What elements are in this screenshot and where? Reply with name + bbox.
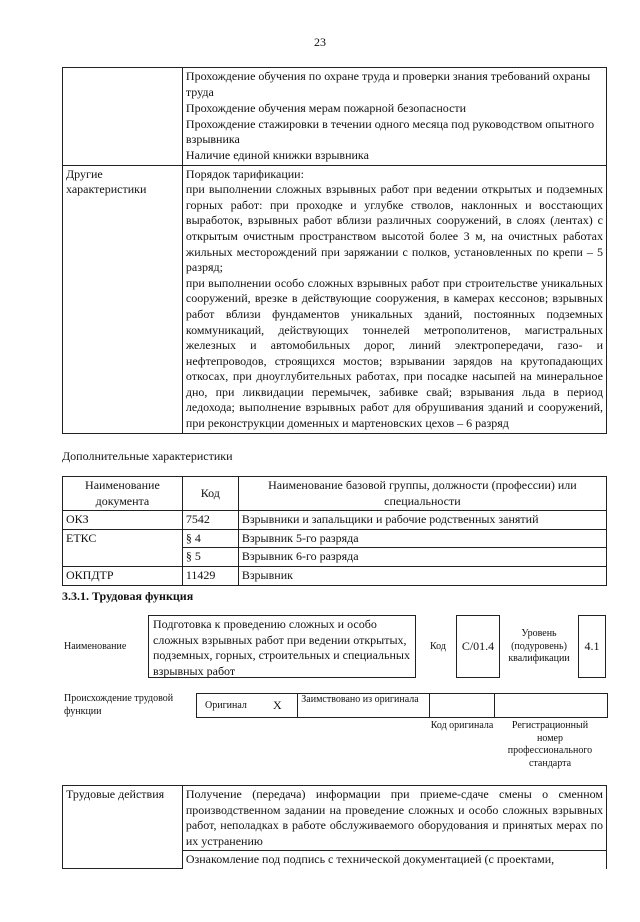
function-name-box: Подготовка к проведению сложных и особо сложных взрывных работ при ведении открытых, подземных, горных, строительных и специальных взрывных работ	[148, 615, 416, 678]
origin-label: Происхождение трудовой функции	[64, 693, 174, 717]
column-header: Наименование документа	[63, 477, 183, 511]
table-row	[63, 566, 607, 585]
table-cell: § 4	[182, 529, 238, 548]
action-item: Получение (передача) информации при приеме-сдаче смены о сменном производственном задании на проведение сложных и особо сложных взрывных работ, неполадках в работе обслуживаемого оборудования и принятых мерах по их устранению	[182, 786, 606, 851]
divider	[494, 694, 495, 717]
tariff-paragraph: при выполнении особо сложных взрывных работ при строительстве уникальных сооружений, врезке в действующие сооружения, в камерах кессонов; взрывных работ вблизи фундаментов уникальных зданий, постоянных подземных коммуникаций, действующих тоннелей метрополитенов, магистральных железных и автомобильных дорог, линий электропередачи, газо- и нефтепроводов, строящихся мостов; взрывании зарядов на крутопадающих откосах, при дноуглубительных работах, при посадке насыпей на минеральное дно, при ликвидации перемычек, забивке свай; взрывания льда в период ледохода; выполнение взрывных работ для обрушивания зданий и сооружений, при реконструкции доменных и мартеновских цехов – 6 разряд	[185, 275, 603, 431]
table-cell: Взрывник 5-го разряда	[238, 529, 606, 548]
table-row	[63, 68, 607, 166]
actions-table	[62, 785, 607, 869]
column-header: Наименование базовой группы, должности (профессии) или специальности	[238, 477, 606, 511]
reg-number-label: Регистрационный номер профессионального стандарта	[507, 720, 593, 769]
table-row	[63, 165, 607, 433]
borrowed-label: Заимствовано из оригинала	[301, 694, 419, 705]
name-label: Наименование	[64, 641, 127, 652]
original-mark: X	[273, 698, 282, 712]
table-cell: ОКПДТР	[63, 566, 183, 585]
page-number: 23	[314, 35, 326, 49]
table-cell: ЕТКС	[63, 529, 183, 548]
table-row	[63, 786, 607, 851]
table-cell: 7542	[182, 511, 238, 530]
requirement-item: Прохождение обучения по охране труда и проверки знания требований охраны труда	[185, 69, 591, 99]
level-label: Уровень (подуровень) квалификации	[508, 628, 570, 664]
table-cell: 11429	[182, 566, 238, 585]
requirement-item: Прохождение обучения мерам пожарной безопасности	[185, 101, 467, 116]
code-orig-label: Код оригинала	[430, 720, 494, 731]
code-label: Код	[430, 641, 446, 652]
table-row	[63, 548, 607, 567]
table-row	[63, 529, 607, 548]
table-cell: Взрывник 6-го разряда	[238, 548, 606, 567]
table-row	[63, 511, 607, 530]
function-heading: 3.3.1. Трудовая функция	[62, 589, 194, 603]
function-code-box: C/01.4	[456, 615, 500, 678]
divider	[429, 694, 430, 717]
column-header: Код	[182, 477, 238, 511]
additional-table	[62, 476, 607, 586]
action-item: Ознакомление под подпись с технической документацией (с проектами,	[182, 851, 606, 869]
section-heading: Дополнительные характеристики	[62, 449, 233, 463]
requirement-item: Наличие единой книжки взрывника	[185, 147, 369, 162]
row-label	[63, 68, 183, 166]
table-cell: Взрывник	[238, 566, 606, 585]
table-cell: Взрывники и запальщики и рабочие родственных занятий	[238, 511, 606, 530]
requirement-item: Прохождение стажировки в течении одного месяца под руководством опытного взрывника	[185, 116, 595, 147]
level-box: 4.1	[578, 615, 606, 678]
table-cell: § 5	[182, 548, 238, 567]
divider	[297, 694, 298, 717]
tariff-heading: Порядок тарификации:	[185, 166, 304, 181]
origin-box	[196, 693, 608, 718]
table-cell: ОКЗ	[63, 511, 183, 530]
table-header-row	[63, 477, 607, 511]
tariff-paragraph: при выполнении сложных взрывных работ при ведении открытых и подземных горных работ: при проходке и углубке стволов, наклонных и восстающих выработок, взрывных работ вблизи различных сооружений, в слоях (лентах) с открытым очистным пространством высотой более 3 м, на очистных работах жильных месторождений при заряжании с полков, установленных по крепи – 5 разряд;	[185, 182, 603, 275]
actions-label: Трудовые действия	[63, 786, 183, 869]
table-cell	[63, 548, 183, 567]
row-label: Другие характеристики	[63, 165, 183, 433]
original-label: Оригинал	[205, 700, 247, 711]
qualification-table	[62, 67, 607, 434]
